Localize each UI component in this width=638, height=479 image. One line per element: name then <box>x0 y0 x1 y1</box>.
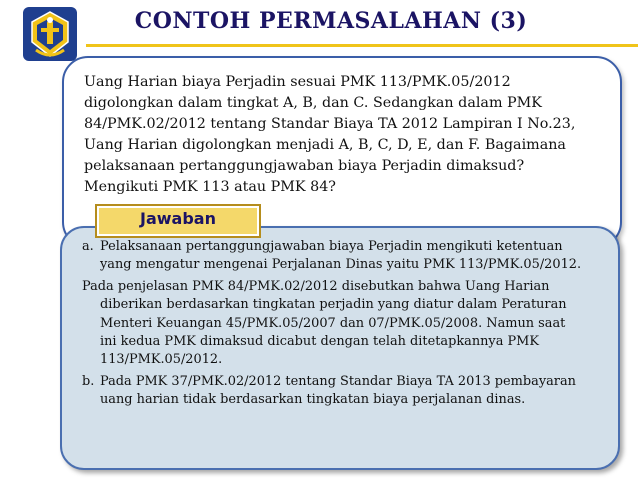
answer-item-a-text: Pelaksanaan pertanggungjawaban biaya Perjadin mengikuti ketentuan yang mengatur mengenai Perjalanan Dinas yaitu PMK 113/PMK.05/2012. <box>100 239 582 273</box>
answer-tab-label: Jawaban <box>140 209 216 228</box>
question-text: Uang Harian biaya Perjadin sesuai PMK 113/PMK.05/2012 digolongkan dalam tingkat A, B, dan C. Sedangkan dalam PMK 84/PMK.02/2012 tentang Standar Biaya TA 2012 Lampiran I No.23, Uang Harian digolongkan menjadi A, B, C, D, E, dan F. Bagaimana pelaksanaan pertanggungjawaban biaya Perjadin dimaksud? Mengikuti PMK 113 atau PMK 84? <box>84 74 576 195</box>
ministry-logo-icon <box>22 6 78 62</box>
answer-item-a <box>82 238 582 275</box>
answer-item-b <box>82 373 582 410</box>
header-divider <box>86 44 638 47</box>
answer-item-b-text: Pada PMK 37/PMK.02/2012 tentang Standar Biaya TA 2013 pembayaran uang harian tidak berdasarkan tingkatan biaya perjalanan dinas. <box>100 373 576 408</box>
list-marker: a. <box>82 239 94 254</box>
page-title: CONTOH PERMASALAHAN (3) <box>134 8 528 34</box>
answer-body <box>82 238 582 410</box>
answer-paragraph: Pada penjelasan PMK 84/PMK.02/2012 disebutkan bahwa Uang Harian diberikan berdasarkan tingkatan perjadin yang diatur dalam Peraturan Menteri Keuangan 45/PMK.05/2007 dan 07/PMK.05/2008. Namun saat ini kedua PMK dimaksud dicabut dengan telah ditetapkannya PMK 113/PMK.05/2012. <box>82 278 567 368</box>
list-marker: b. <box>82 373 95 389</box>
